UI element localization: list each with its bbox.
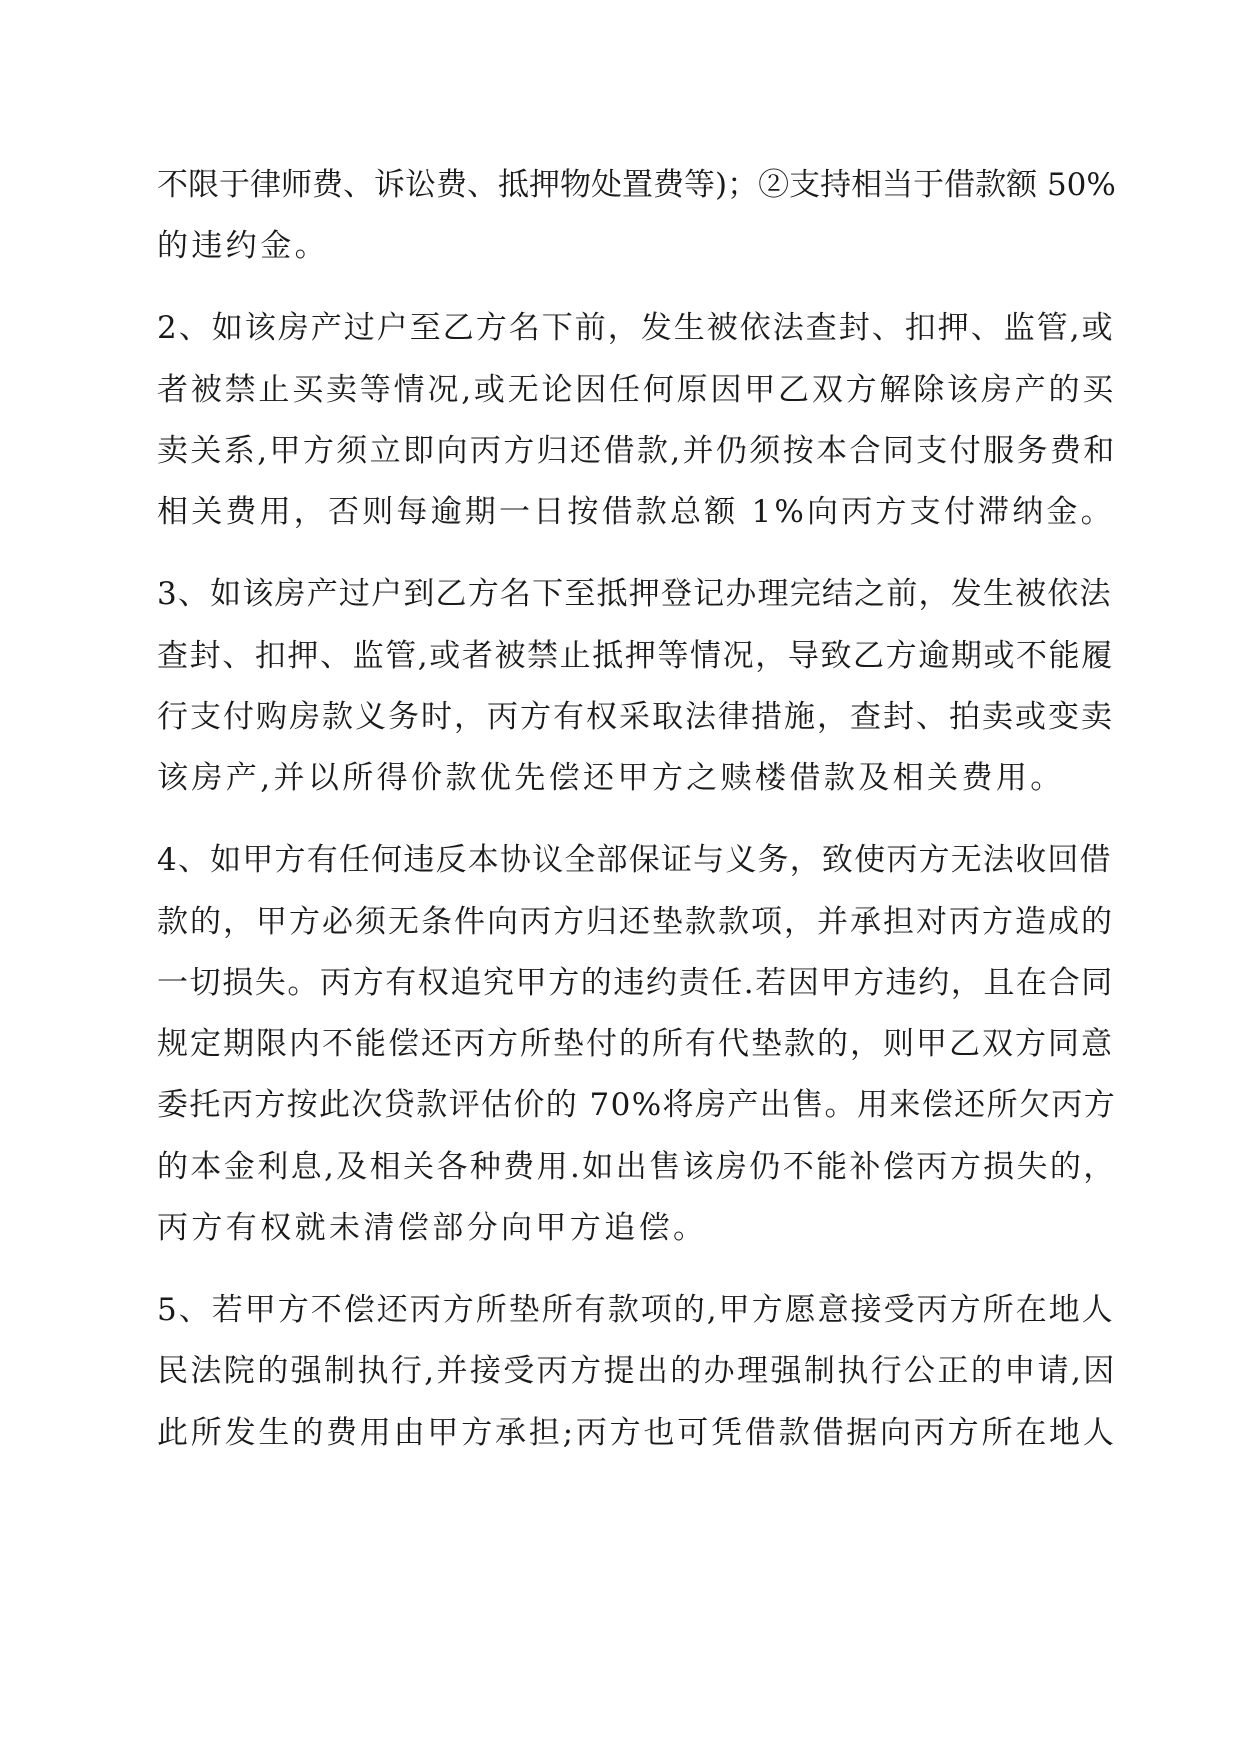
- paragraph-4-line-5: 委托丙方按此次贷款评估价的 70%将房产出售。用来偿还所欠丙方: [157, 1087, 1117, 1123]
- paragraph-1-line-1: 不限于律师费、诉讼费、抵押物处置费等)；②支持相当于借款额 50%: [157, 167, 1116, 203]
- paragraph-4-line-7: 丙方有权就未清偿部分向甲方追偿。: [157, 1210, 708, 1246]
- paragraph-4-line-6: 的本金利息,及相关各种费用.如出售该房仍不能补偿丙方损失的，: [157, 1149, 1117, 1185]
- paragraph-2-line-3: 卖关系,甲方须立即向丙方归还借款,并仍须按本合同支付服务费和: [157, 433, 1117, 469]
- paragraph-3-line-3: 行支付购房款义务时，丙方有权采取法律措施，查封、拍卖或变卖: [157, 699, 1114, 735]
- paragraph-3-line-4: 该房产,并以所得价款优先偿还甲方之赎楼借款及相关费用。: [157, 760, 1065, 796]
- paragraph-4-line-1: 4、如甲方有任何违反本协议全部保证与义务，致使丙方无法收回借: [157, 842, 1112, 878]
- paragraph-4-line-4: 规定期限内不能偿还丙方所垫付的所有代垫款的，则甲乙双方同意: [157, 1026, 1114, 1062]
- paragraph-5-line-3: 此所发生的费用由甲方承担;丙方也可凭借款借据向丙方所在地人: [157, 1415, 1117, 1451]
- paragraph-2-line-1: 2、如该房产过户至乙方名下前，发生被依法查封、扣押、监管,或: [157, 310, 1115, 346]
- paragraph-2-line-4: 相关费用，否则每逾期一日按借款总额 1%向丙方支付滞纳金。: [157, 494, 1115, 530]
- paragraph-1-line-2: 的违约金。: [157, 228, 329, 264]
- paragraph-3-line-1: 3、如该房产过户到乙方名下至抵押登记办理完结之前，发生被依法: [157, 576, 1112, 612]
- paragraph-3-line-2: 查封、扣押、监管,或者被禁止抵押等情况，导致乙方逾期或不能履: [157, 638, 1114, 674]
- paragraph-2-line-2: 者被禁止买卖等情况,或无论因任何原因甲乙双方解除该房产的买: [157, 372, 1117, 408]
- paragraph-4-line-2: 款的，甲方必须无条件向丙方归还垫款款项，并承担对丙方造成的: [157, 904, 1114, 940]
- paragraph-5-line-2: 民法院的强制执行,并接受丙方提出的办理强制执行公正的申请,因: [157, 1353, 1117, 1389]
- paragraph-5-line-1: 5、若甲方不偿还丙方所垫所有款项的,甲方愿意接受丙方所在地人: [157, 1292, 1115, 1328]
- paragraph-4-line-3: 一切损失。丙方有权追究甲方的违约责任.若因甲方违约，且在合同: [157, 965, 1114, 1001]
